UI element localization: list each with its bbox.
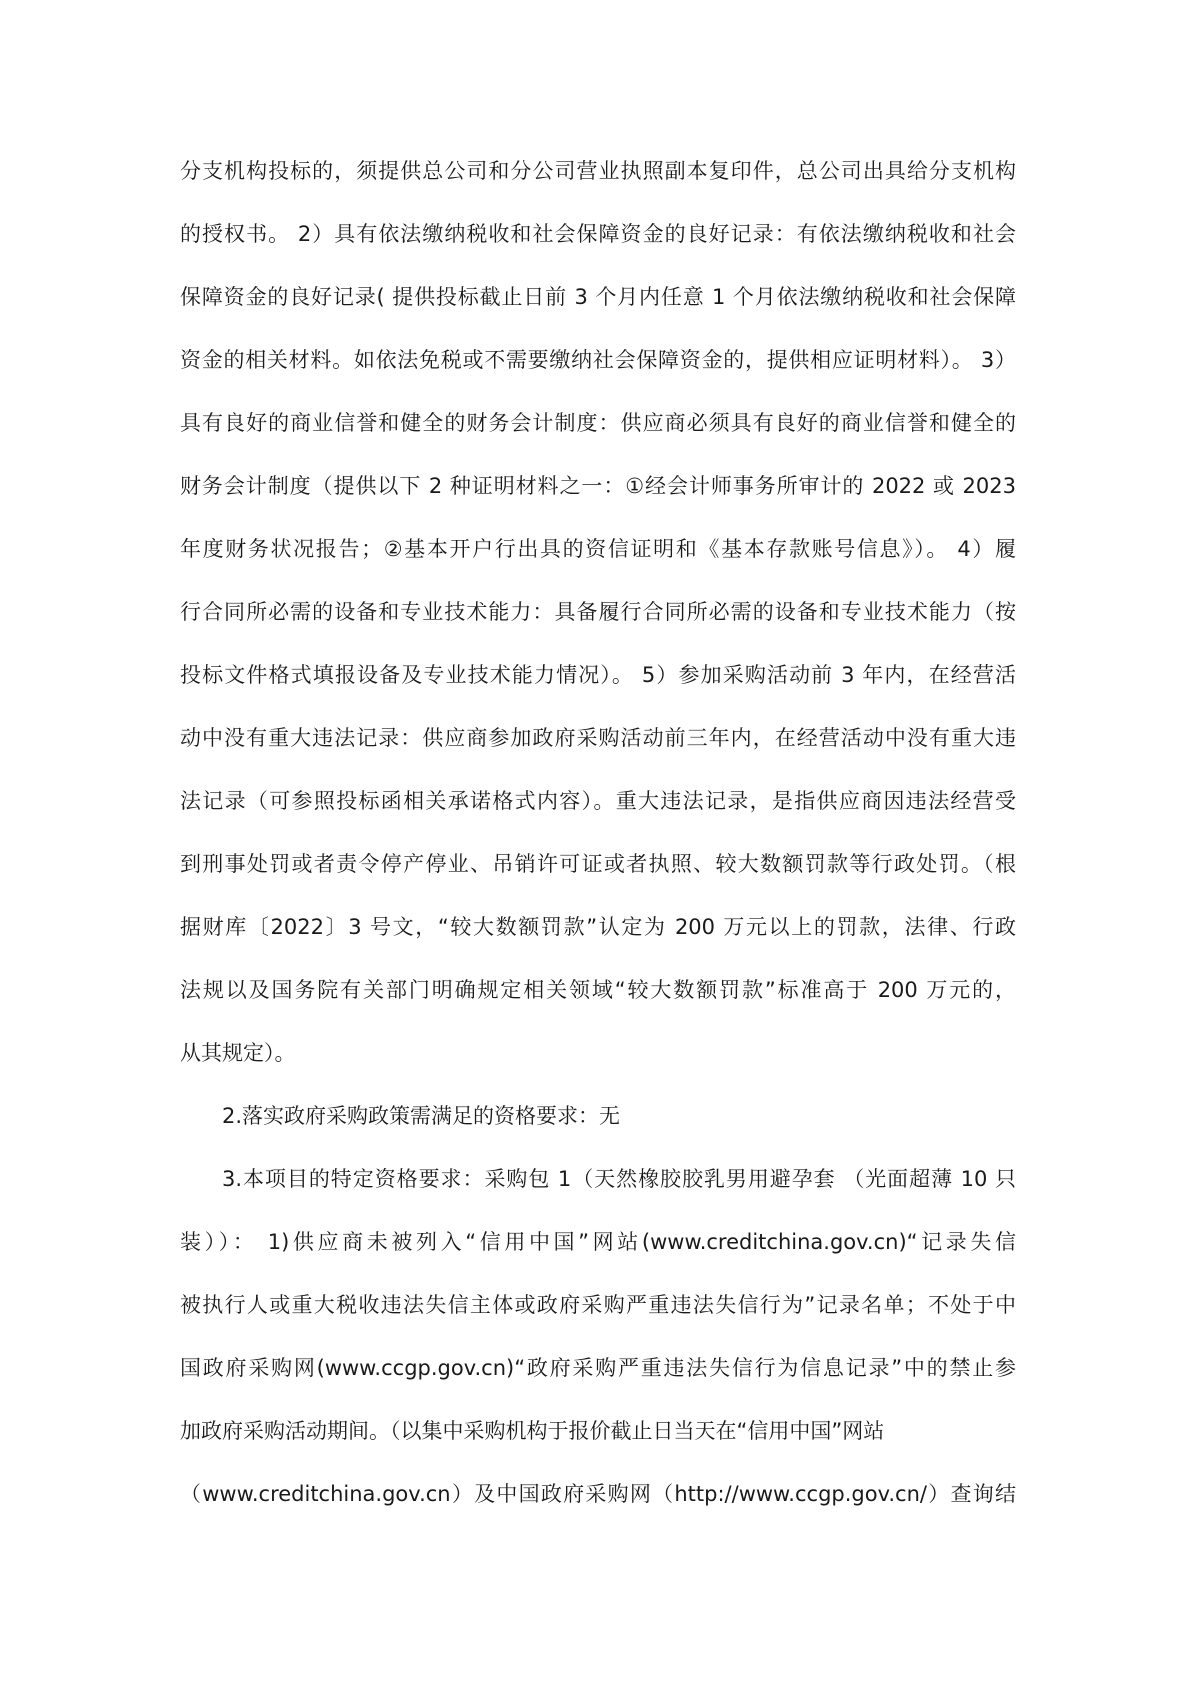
text-line: 行合同所必需的设备和专业技术能力：具备履行合同所必需的设备和专业技术能力（按 bbox=[180, 600, 1016, 624]
text-line: 装））： 1)供应商未被列入“信用中国”网站(www.creditchina.gov.cn)“记录失信 bbox=[180, 1230, 1016, 1254]
text-line: 据财库〔2022〕3 号文，“较大数额罚款”认定为 200 万元以上的罚款，法律、行政 bbox=[180, 915, 1016, 939]
text-line: 法记录（可参照投标函相关承诺格式内容）。重大违法记录，是指供应商因违法经营受 bbox=[180, 789, 1016, 813]
text-line: 到刑事处罚或者责令停产停业、吊销许可证或者执照、较大数额罚款等行政处罚。（根 bbox=[180, 852, 1016, 876]
text-line: （www.creditchina.gov.cn）及中国政府采购网（http://www.ccgp.gov.cn/）查询结 bbox=[180, 1482, 1016, 1506]
text-line: 投标文件格式填报设备及专业技术能力情况）。 5）参加采购活动前 3 年内，在经营活 bbox=[180, 663, 1016, 687]
text-line: 财务会计制度（提供以下 2 种证明材料之一：①经会计师事务所审计的 2022 或 2023 bbox=[180, 474, 1016, 498]
text-line: 国政府采购网(www.ccgp.gov.cn)“政府采购严重违法失信行为信息记录”中的禁止参 bbox=[180, 1356, 1016, 1380]
text-line: 年度财务状况报告；②基本开户行出具的资信证明和《基本存款账号信息》）。 4）履 bbox=[180, 537, 1016, 561]
text-line: 加政府采购活动期间。（以集中采购机构于报价截止日当天在“信用中国”网站 bbox=[180, 1419, 885, 1443]
document-body bbox=[180, 156, 1016, 1542]
text-line: 法规以及国务院有关部门明确规定相关领域“较大数额罚款”标准高于 200 万元的， bbox=[180, 978, 1016, 1002]
text-line: 保障资金的良好记录( 提供投标截止日前 3 个月内任意 1 个月依法缴纳税收和社会保障 bbox=[180, 285, 1016, 309]
text-line: 资金的相关材料。如依法免税或不需要缴纳社会保障资金的，提供相应证明材料）。 3） bbox=[180, 348, 1016, 372]
text-line: 被执行人或重大税收违法失信主体或政府采购严重违法失信行为”记录名单；不处于中 bbox=[180, 1293, 1016, 1317]
text-line: 的授权书。 2）具有依法缴纳税收和社会保障资金的良好记录：有依法缴纳税收和社会 bbox=[180, 222, 1016, 246]
section-3-heading: 3.本项目的特定资格要求：采购包 1（天然橡胶胶乳男用避孕套 （光面超薄 10 只 bbox=[222, 1167, 1016, 1191]
text-line: 具有良好的商业信誉和健全的财务会计制度：供应商必须具有良好的商业信誉和健全的 bbox=[180, 411, 1016, 435]
text-line: 分支机构投标的，须提供总公司和分公司营业执照副本复印件，总公司出具给分支机构 bbox=[180, 159, 1016, 183]
paragraph-end-line: 从其规定）。 bbox=[180, 1041, 296, 1065]
text-line: 动中没有重大违法记录：供应商参加政府采购活动前三年内，在经营活动中没有重大违 bbox=[180, 726, 1016, 750]
section-2-heading: 2.落实政府采购政策需满足的资格要求：无 bbox=[222, 1104, 621, 1128]
